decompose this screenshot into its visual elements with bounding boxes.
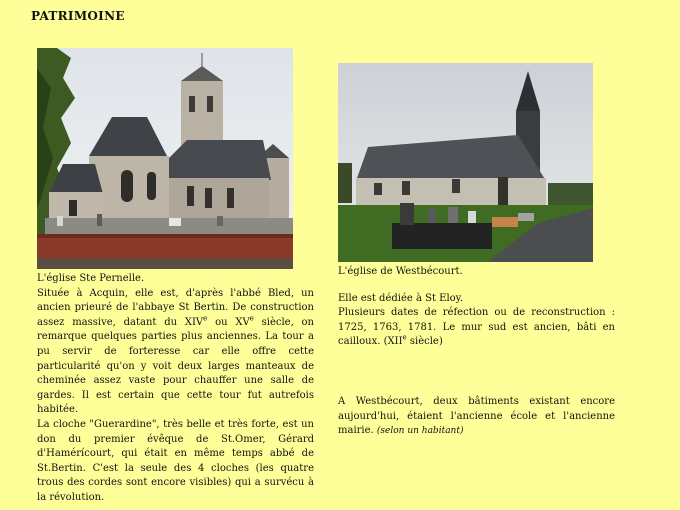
- dates-text-end: siècle): [406, 336, 443, 348]
- church-ste-pernelle-photo: [37, 48, 293, 269]
- history-text-b: ou XV: [207, 316, 250, 328]
- history-text-c: siècle, on remarque quelques parties plus anciennes. La tour a pu servir de forteresse car elle offre cette particularité qu'on y voit deux larges manteaux de cheminée assez vaste pour chauffer une salle de gardes. Il est certain que cette tour fut autrefois habitée.: [37, 316, 314, 416]
- century-superscript: e: [249, 314, 254, 323]
- westbecourt-dates: [338, 306, 615, 350]
- page-title: PATRIMOINE: [31, 9, 125, 23]
- ste-pernelle-caption: L'église Ste Pernelle.: [37, 273, 145, 284]
- westbecourt-caption: L'église de Westbécourt.: [338, 266, 463, 277]
- source-note: (selon un habitant): [376, 426, 464, 437]
- century-superscript: e: [203, 314, 208, 323]
- westbecourt-buildings: [338, 395, 615, 439]
- westbecourt-dedication: Elle est dédiée à St Eloy.: [338, 292, 464, 304]
- ste-pernelle-description: [37, 272, 314, 506]
- church-westbecourt-photo: [338, 63, 593, 262]
- bell-guerardine-text: La cloche "Guerardine", très belle et très forte, est un don du premier évêque de St.Omer, Gérard d'Hamérícourt, qui était en même temps abbé de St.Bertin. C'est la seule des 4 cloches (les quatre trous des cordes sont encore visibles) qui a survécu à la révolution.: [37, 418, 314, 503]
- westbecourt-description: [338, 265, 615, 439]
- dates-text: Plusieurs dates de réfection ou de reconstruction : 1725, 1763, 1781. Le mur sud est ancien, bâti en cailloux. (XII: [338, 307, 615, 348]
- buildings-text: A Westbécourt, deux bâtiments existant encore aujourd'hui, étaient l'ancienne école et l'ancienne mairie.: [338, 395, 615, 437]
- century-superscript: e: [402, 334, 407, 343]
- history-text-a: Située à Acquin, elle est, d'après l'abbé Bled, un ancien prieuré de l'abbaye St Bertin. De construction assez massive, datant du XIV: [37, 287, 314, 328]
- ste-pernelle-history: [37, 287, 314, 418]
